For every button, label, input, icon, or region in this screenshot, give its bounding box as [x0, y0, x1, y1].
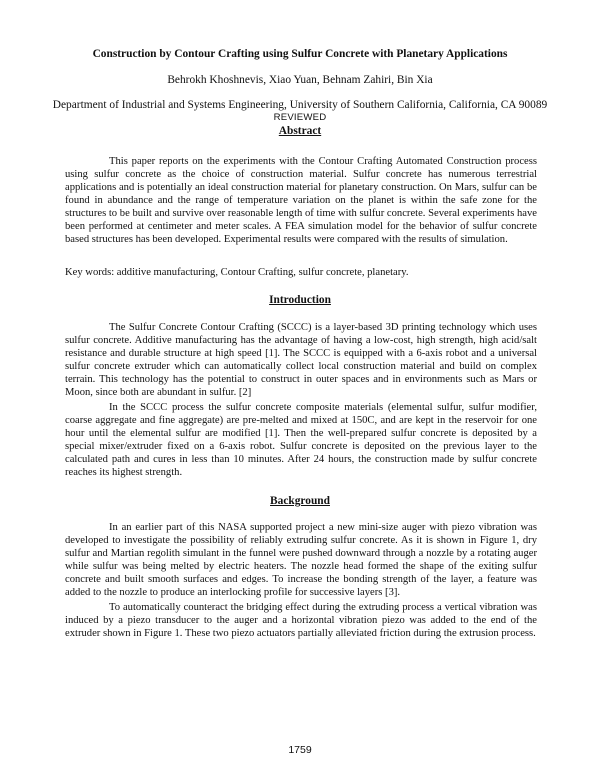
- abstract-paragraph: This paper reports on the experiments with the Contour Crafting Automated Construction process using sulfur concrete as the choice of construction material. Sulfur concrete has numerous terrestrial applications and is potentially an ideal construction material for planetary construction. On Mars, sulfur can be found in abundance and the range of temperature variation on the planet is within the safe zone for the structures to be built and survive over reasonable length of time with sulfur concrete. Several experiments have been performed at centimeter and meter scales. A FEA simulation model for the behavior of sulfur concrete based structures has been developed. Experimental results were compared with the results of simulation.: [65, 156, 537, 246]
- page-number: 1759: [288, 744, 312, 756]
- introduction-paragraph-1: The Sulfur Concrete Contour Crafting (SCCC) is a layer-based 3D printing technology which uses sulfur concrete. Additive manufacturing has the advantage of having a low-cost, high strength, high acid/salt resistance and durable structure at high speed [1]. The SCCC is equipped with a 6-axis robot and a universal sulfur concrete extruder which can automatically collect local construction material and build on complex terrain. This technology has the potential to construct in outer spaces and in environments such as Mars or Moon, since both are abundant in sulfur. [2]: [65, 322, 537, 399]
- paper-title: Construction by Contour Crafting using Sulfur Concrete with Planetary Applications: [92, 48, 508, 60]
- keywords-line: Key words: additive manufacturing, Contour Crafting, sulfur concrete, planetary.: [65, 267, 409, 278]
- abstract-heading: Abstract: [278, 125, 322, 137]
- author-affiliation: Department of Industrial and Systems Engineering, University of Southern California, California, CA 90089: [52, 99, 548, 111]
- review-stamp: REVIEWED: [273, 112, 327, 123]
- author-list: Behrokh Khoshnevis, Xiao Yuan, Behnam Zahiri, Bin Xia: [167, 74, 433, 86]
- background-paragraph-1: In an earlier part of this NASA supported project a new mini-size auger with piezo vibration was developed to investigate the possibility of reliably extruding sulfur concrete. As it is shown in Figure 1, dry sulfur and Martian regolith simulant in the funnel were pushed downward through a nozzle by a rotating auger while sulfur was being melted by electric heaters. The nozzle head formed the shape of the exiting sulfur concrete and built smooth surfaces and edges. To increase the bonding strength of the layer, a feature was added to the nozzle to produce an interlocking profile for successive layers [3].: [65, 522, 537, 599]
- introduction-paragraph-2: In the SCCC process the sulfur concrete composite materials (elemental sulfur, sulfur modifier, coarse aggregate and fine aggregate) are pre-melted and mixed at 150C, and are kept in the reservoir for one hour until the elemental sulfur are modified [1]. Then the well-prepared sulfur concrete is deposited by a special mixer/extruder fixed on a 6-axis robot. Sulfur concrete is deposited on the previous layer to the calculated path and cures in less than 10 minutes. After 24 hours, the construction made by sulfur concrete reaches its highest strength.: [65, 402, 537, 479]
- background-heading: Background: [270, 495, 330, 507]
- background-paragraph-2: To automatically counteract the bridging effect during the extruding process a vertical vibration was induced by a piezo transducer to the auger and a horizontal vibration piezo was added to the end of the extruder shown in Figure 1. These two piezo actuators partially alleviated friction during the extrusion process.: [65, 602, 537, 640]
- introduction-heading: Introduction: [269, 294, 331, 306]
